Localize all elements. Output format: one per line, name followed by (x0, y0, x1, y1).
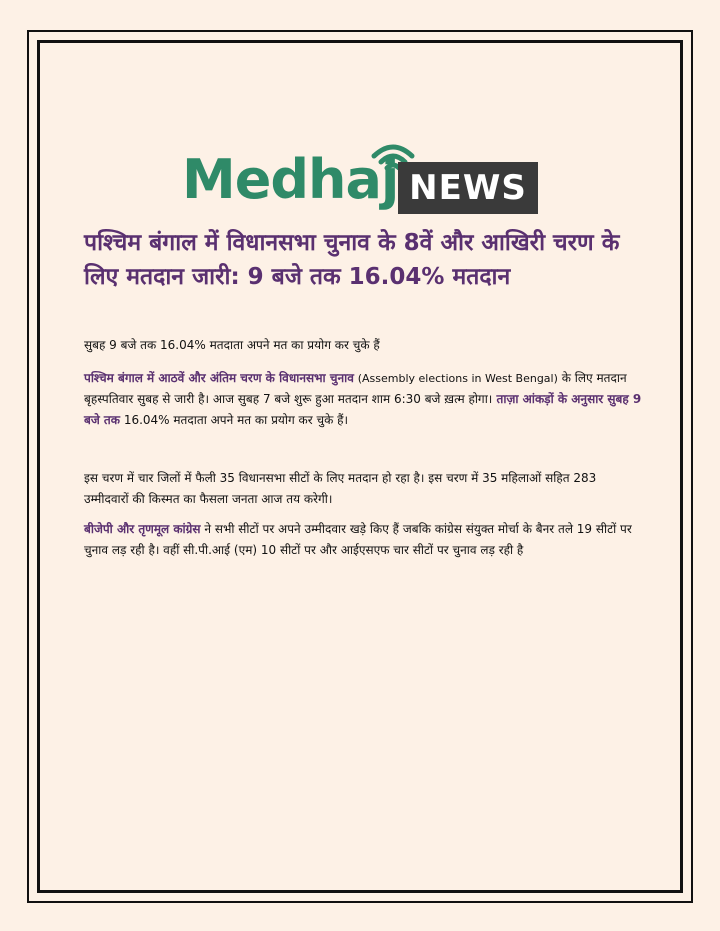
logo-news-badge (398, 162, 538, 214)
logo-wordmark: Medhaj (182, 148, 399, 211)
paragraph-4-bold-lead: बीजेपी और तृणमूल कांग्रेस (84, 522, 201, 536)
medhaj-news-logo (182, 142, 542, 222)
paragraph-2-text-end: 16.04% मतदाता अपने मत का प्रयोग कर चुके हैं। (120, 413, 349, 427)
paragraph-2-english-note: (Assembly elections in West Bengal) (357, 372, 558, 385)
paragraph-2-text: के लिए मतदान बृहस्पतिवार सुबह से जारी है। आज सुबह 7 बजे शुरू हुआ मतदान शाम 6:30 बजे ख़त्म होगा। (84, 371, 627, 406)
article-paragraph-3: इस चरण में चार जिलों में फैली 35 विधानसभा सीटों के लिए मतदान हो रहा है। इस चरण में 35 महिलाओं सहित 283 उम्मीदवारों की किस्मत का फैसला जनता आज तय करेगी। (84, 471, 597, 506)
paragraph-4-text: ने सभी सीटों पर अपने उम्मीदवार खड़े किए हैं जबकि कांग्रेस संयुक्त मोर्चा के बैनर तले 19 सीटों पर चुनाव लड़ रही है। वहीं सी.पी.आई (एम) 10 सीटों पर और आईएसएफ चार सीटों पर चुनाव लड़ रही है (84, 522, 632, 557)
logo-news-text: NEWS (409, 168, 527, 208)
article-paragraph-1: सुबह 9 बजे तक 16.04% मतदाता अपने मत का प्रयोग कर चुके हैं (84, 338, 380, 352)
paragraph-2-bold-lead: पश्चिम बंगाल में आठवें और अंतिम चरण के विधानसभा चुनाव (84, 371, 354, 385)
article-headline: पश्चिम बंगाल में विधानसभा चुनाव के 8वें और आखिरी चरण के लिए मतदान जारी: 9 बजे तक 16.04% मतदान (84, 230, 620, 290)
article-paragraph-4 (84, 519, 644, 561)
article-paragraph-2 (84, 368, 644, 431)
paragraph-2-bold-stats: ताज़ा आंकड़ों के अनुसार सुबह 9 बजे तक (84, 392, 642, 427)
